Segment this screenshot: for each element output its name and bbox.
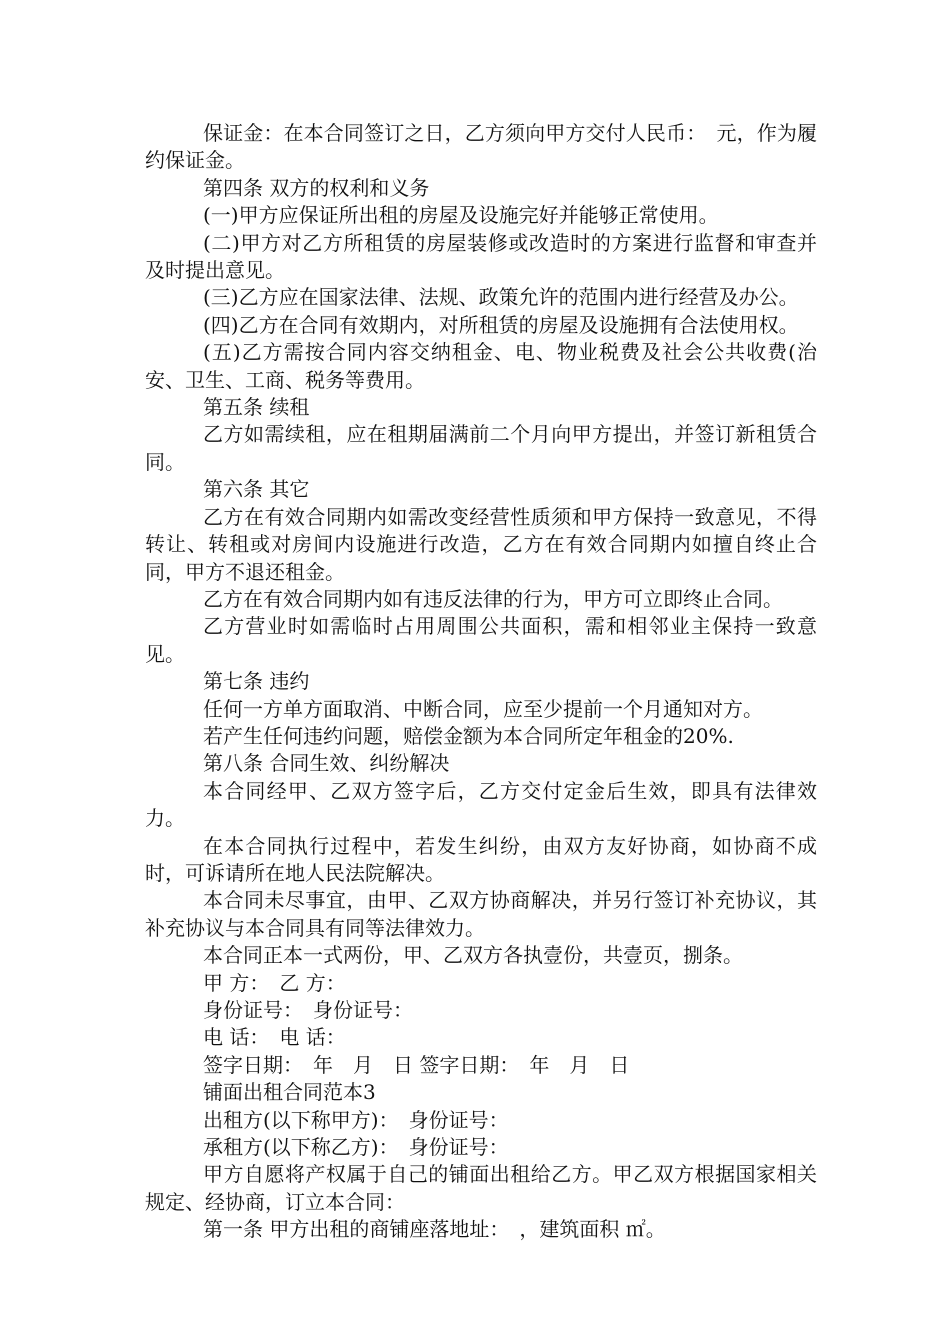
- deposit-clause: 保证金：在本合同签订之日，乙方须向甲方交付人民币： 元，作为履约保证金。: [145, 121, 817, 173]
- article-4-item-3: (三)乙方应在国家法律、法规、政策允许的范围内进行经营及办公。: [203, 285, 799, 310]
- article-6-heading: 第六条 其它: [203, 477, 310, 502]
- document-body: [145, 120, 817, 1244]
- article-8-text-3: 本合同未尽事宜，由甲、乙双方协商解决，并另行签订补充协议，其补充协议与本合同具有同等法律效力。: [145, 888, 817, 940]
- lessor-line: 出租方(以下称甲方)： 身份证号：: [203, 1107, 509, 1132]
- article-4-item-2: (二)甲方对乙方所租赁的房屋装修或改造时的方案进行监督和审查并及时提出意见。: [145, 230, 817, 283]
- article-8-heading: 第八条 合同生效、纠纷解决: [203, 751, 450, 776]
- article-6-text-3: 乙方营业时如需临时占用周围公共面积，需和相邻业主保持一致意见。: [145, 614, 817, 666]
- template-3-title: 铺面出租合同范本3: [203, 1080, 376, 1105]
- id-number-line: 身份证号： 身份证号：: [203, 998, 413, 1022]
- article-8-text-2: 在本合同执行过程中，若发生纠纷，由双方友好协商，如协商不成时，可诉请所在地人民法院解决。: [145, 833, 817, 885]
- article-6-text-1: 乙方在有效合同期内如需改变经营性质须和甲方保持一致意见，不得转让、转租或对房间内设施进行改造，乙方在有效合同期内如擅自终止合同，甲方不退还租金。: [145, 504, 817, 584]
- lessee-line: 承租方(以下称乙方)： 身份证号：: [203, 1135, 509, 1160]
- article-7-text-2: 若产生任何违约问题，赔偿金额为本合同所定年租金的20%.: [203, 723, 734, 748]
- preamble: 甲方自愿将产权属于自己的铺面出租给乙方。甲乙双方根据国家相关规定、经协商，订立本合同：: [145, 1162, 817, 1214]
- party-line: 甲 方： 乙 方：: [203, 970, 346, 995]
- signature-date-line: 签字日期： 年 月 日 签字日期： 年 月 日: [203, 1052, 630, 1077]
- article-5-heading: 第五条 续租: [203, 395, 310, 420]
- article-8-text-1: 本合同经甲、乙双方签字后，乙方交付定金后生效，即具有法律效力。: [145, 778, 817, 831]
- copies-clause: 本合同正本一式两份，甲、乙双方各执壹份，共壹页，捌条。: [203, 943, 743, 968]
- article-4-heading: 第四条 双方的权利和义务: [203, 175, 430, 200]
- article-4-item-4: (四)乙方在合同有效期内，对所租赁的房屋及设施拥有合法使用权。: [203, 312, 799, 337]
- article-4-item-1: (一)甲方应保证所出租的房屋及设施完好并能够正常使用。: [203, 203, 719, 228]
- article-1-text: 第一条 甲方出租的商铺座落地址： ，建筑面积 ㎡。: [203, 1217, 666, 1242]
- article-4-item-5: (五)乙方需按合同内容交纳租金、电、物业税费及社会公共收费(治安、卫生、工商、税务等费用。: [145, 340, 817, 392]
- article-5-text: 乙方如需续租，应在租期届满前二个月向甲方提出，并签订新租赁合同。: [145, 422, 817, 474]
- phone-line: 电 话： 电 话：: [203, 1025, 346, 1050]
- article-7-heading: 第七条 违约: [203, 669, 310, 694]
- article-6-text-2: 乙方在有效合同期内如有违反法律的行为，甲方可立即终止合同。: [203, 586, 783, 611]
- article-7-text-1: 任何一方单方面取消、中断合同，应至少提前一个月通知对方。: [203, 696, 763, 721]
